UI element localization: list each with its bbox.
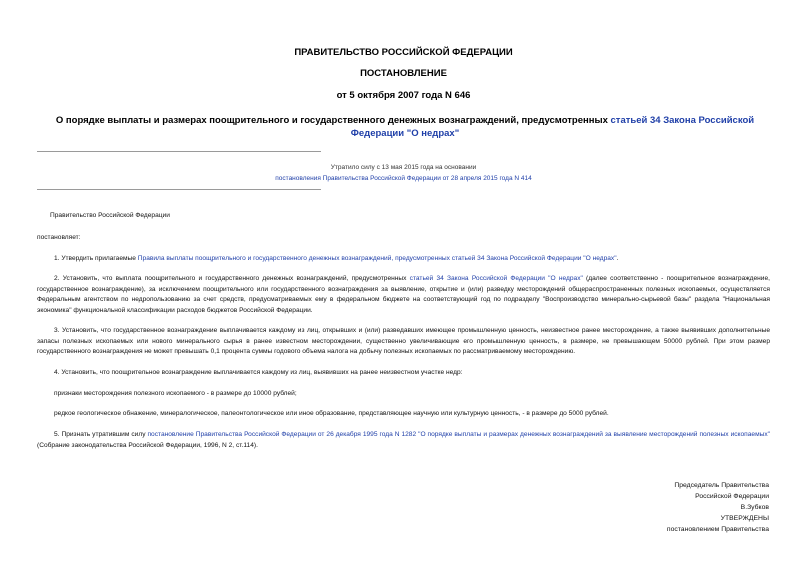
title-law-link[interactable]: статьей 34 Закона Российской Федерации "О недрах" [350,115,755,139]
signature-block [667,480,769,535]
repeal-decree-link[interactable]: постановления Правительства Российской Федерации от 28 апреля 2015 года N 414 [275,175,532,182]
decree-line: постановляет: [37,234,81,241]
government-name: ПРАВИТЕЛЬСТВО РОССИЙСКОЙ ФЕДЕРАЦИИ [294,47,513,58]
item-4-b: редкое геологическое обнажение, минералогическое, палеонтологическое или иное образование, представляющее научную или культурную ценность, - в размере до 5000 рублей. [54,410,609,417]
status-note-link-row [0,175,807,182]
title-text: О порядке выплаты и размерах поощрительного и государственного денежных вознаграждений, предусмотренных [55,115,611,126]
item-5-rest: (Собрание законодательства Российской Федерации, 1996, N 2, ст.114). [37,441,258,449]
signature-name: В.Зубков [740,504,769,511]
approved-by: постановлением Правительства [666,526,769,533]
signature-position: Председатель Правительства [674,482,769,489]
item-1-text: 1. Утвердить прилагаемые [54,255,138,262]
item-4-a: признаки месторождения полезного ископаемого - в размере до 10000 рублей; [54,390,297,397]
item-2-text: 2. Установить, что выплата поощрительного и государственного денежных вознаграждений, предусмотренных [54,275,410,282]
item-5-text: 5. Признать утратившим силу [54,431,148,438]
item-5 [37,430,770,451]
status-note: Утратило силу с 13 мая 2015 года на основании [330,164,477,171]
divider-bottom [37,189,321,190]
approved-label: УТВЕРЖДЕНЫ [720,515,769,522]
document-date: от 5 октября 2007 года N 646 [336,90,471,101]
item-2 [37,274,770,316]
item-2-rest: (далее соответственно - поощрительное вознаграждение, государственное вознаграждение), за исключением поощрительного или государственного вознаграждения за выявление, открытие и (или) разведку месторождений общераспространенных полезных ископаемых, осуществляется Федеральным агентством по недропользованию за счет средств, предусматриваемых ему в федеральном бюджете на соответствующий год по подразделу "Воспроизводство минерально-сырьевой базы" раздела "Национальная экономика" функциональной классификации расходов бюджетов Российской Федерации. [37,275,770,314]
repealed-decree-link[interactable]: постановление Правительства Российской Федерации от 26 декабря 1995 года N 1282 "О порядке выплаты и размерах денежных вознаграждений за выявление месторождений полезных ископаемых" [147,431,771,438]
item-4: 4. Установить, что поощрительное вознаграждение выплачивается каждому из лиц, выявивших на ранее неизвестном участке недр: [54,369,463,376]
divider-top [37,151,321,152]
document-title [40,114,770,140]
issuer-line: Правительство Российской Федерации [50,212,170,219]
item-1-end: . [616,255,619,262]
item-3: 3. Установить, что государственное вознаграждение выплачивается каждому из лиц, открывших и (или) разведавших имеющее промышленную ценность, неизвестное ранее месторождение, а также выявивших дополнительные запасы полезных ископаемых или нового минерального сырья в ранее известном месторождении, существенно увеличивающие его промышленную ценность, в размере, не превышающем 50000 рублей. При этом размер государственного вознаграждения не может превышать 0,1 процента суммы годового объема налога на добычу полезных ископаемых по рассматриваемому месторождению. [37,327,770,355]
law-article-link[interactable]: статьей 34 Закона Российской Федерации "О недрах" [409,275,583,282]
document-kind: ПОСТАНОВЛЕНИЕ [360,68,447,79]
rules-link[interactable]: Правила выплаты поощрительного и государственного денежных вознаграждений, предусмотренных статьей 34 Закона Российской Федерации "О недрах" [137,255,617,262]
item-1 [37,254,770,265]
signature-org: Российской Федерации [695,493,769,500]
